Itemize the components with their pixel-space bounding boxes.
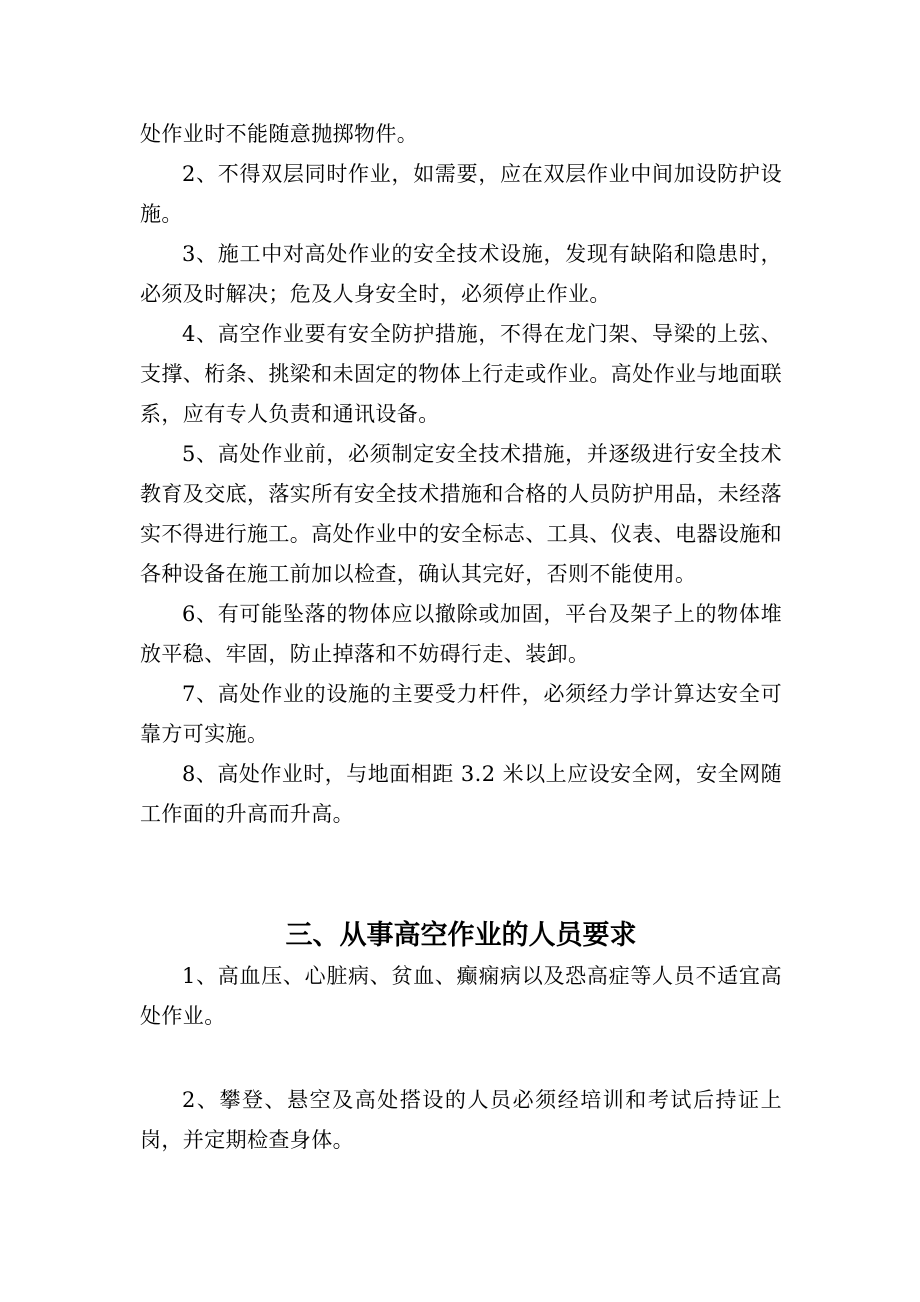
requirement-item-2: 2、攀登、悬空及高处搭设的人员必须经培训和考试后持证上岗，并定期检查身体。 xyxy=(140,1088,782,1152)
rule-item-4: 4、高空作业要有安全防护措施，不得在龙门架、导梁的上弦、支撑、桁条、挑梁和未固定的物体上行走或作业。高处作业与地面联系，应有专人负责和通讯设备。 xyxy=(140,322,782,426)
rule-item-6: 6、有可能坠落的物体应以撤除或加固，平台及架子上的物体堆放平稳、牢固，防止掉落和不妨碍行走、装卸。 xyxy=(140,602,782,666)
rule-item-7: 7、高处作业的设施的主要受力杆件，必须经力学计算达安全可靠方可实施。 xyxy=(140,682,782,746)
requirement-item-1: 1、高血压、心脏病、贫血、癫痫病以及恐高症等人员不适宜高处作业。 xyxy=(140,964,782,1028)
rule-item-2: 2、不得双层同时作业，如需要，应在双层作业中间加设防护设施。 xyxy=(140,162,782,226)
rule-item-8: 8、高处作业时，与地面相距 3.2 米以上应设安全网，安全网随工作面的升高而升高。 xyxy=(140,762,782,826)
rule-item-3: 3、施工中对高处作业的安全技术设施，发现有缺陷和隐患时，必须及时解决；危及人身安全时，必须停止作业。 xyxy=(140,242,782,306)
rule-item-5: 5、高处作业前，必须制定安全技术措施，并逐级进行安全技术教育及交底，落实所有安全技术措施和合格的人员防护用品，未经落实不得进行施工。高处作业中的安全标志、工具、仪表、电器设施和各种设备在施工前加以检查，确认其完好，否则不能使用。 xyxy=(140,442,782,586)
section-heading: 三、从事高空作业的人员要求 xyxy=(285,920,637,951)
continuation-paragraph: 处作业时不能随意抛掷物件。 xyxy=(140,122,419,146)
